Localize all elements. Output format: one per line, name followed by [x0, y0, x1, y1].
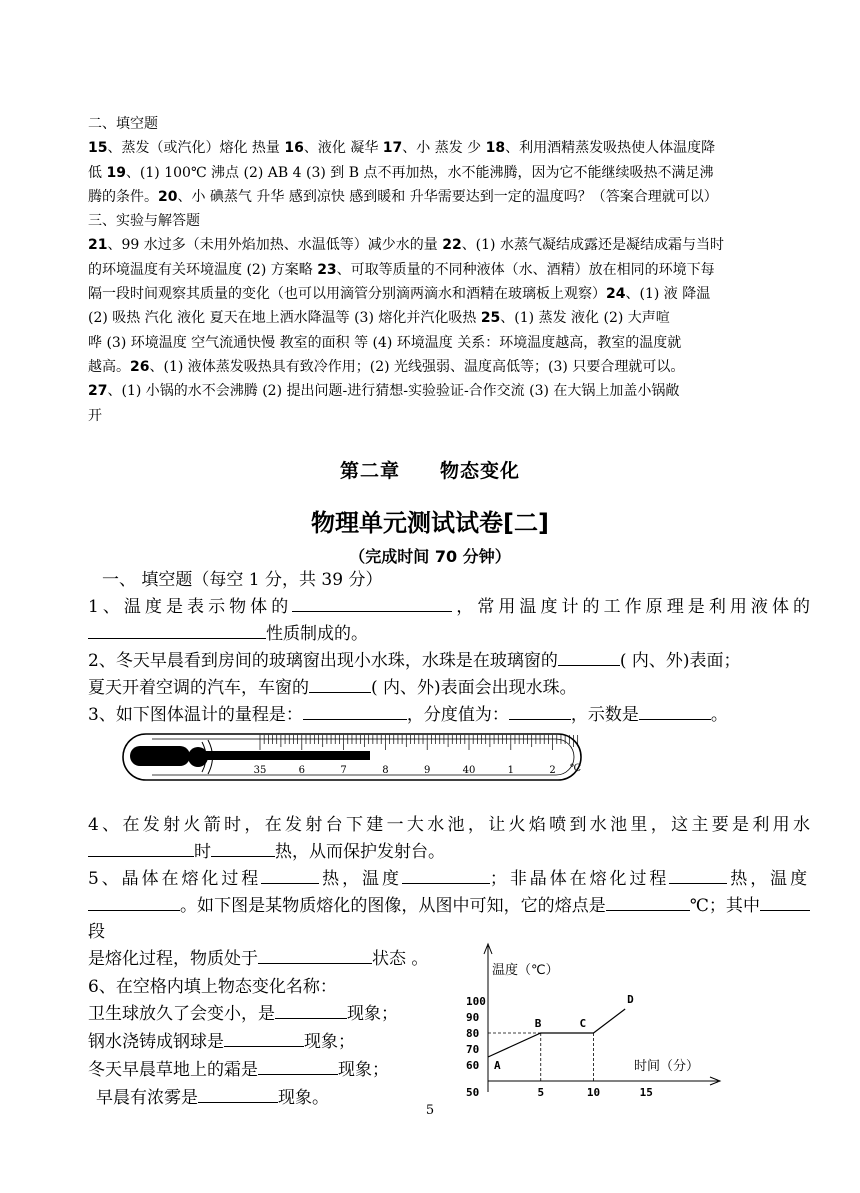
- q5-line1: 5、晶体在熔化过程 热，温度 ；非晶体在熔化过程 热，温度: [88, 865, 810, 892]
- answer-number: 15: [88, 140, 108, 157]
- q1-line1: 1、温度是表示物体的 ，常用温度计的工作原理是利用液体的: [88, 593, 810, 620]
- thermometer-label: 9: [424, 765, 431, 776]
- q6-blank[interactable]: [258, 1056, 338, 1075]
- answer-text: 、小 蒸发 少: [402, 140, 486, 157]
- q1-line2: 性质制成的。: [88, 620, 810, 647]
- answer-text: 隔一段时间观察其质量的变化（也可以用滴管分别滴两滴水和酒精在玻璃板上观察）: [88, 286, 606, 303]
- answer-text: 、(1) 水蒸气凝结成露还是凝结成霜与当时: [461, 237, 724, 254]
- q2-line1: 2、冬天早晨看到房间的玻璃窗出现小水珠，水珠是在玻璃窗的 ( 内、外)表面；: [88, 647, 810, 674]
- answer-text: 、蒸发（或汽化）熔化 热量: [107, 140, 285, 157]
- q2-blank2[interactable]: [309, 674, 371, 693]
- answer-section-fill-heading: 二、填空题: [88, 116, 158, 132]
- answer-line: [88, 161, 810, 185]
- answer-number: 16: [284, 140, 304, 157]
- q4-blank2[interactable]: [211, 838, 275, 857]
- q5-blank3[interactable]: [669, 865, 727, 884]
- answer-text: 哗 (3) 环境温度 空气流通快慢 教室的面积 等 (4) 环境温度 关系：环境温度越高，教室的温度就: [88, 334, 682, 351]
- q4-blank1[interactable]: [88, 838, 194, 857]
- q6-blank[interactable]: [198, 1084, 278, 1103]
- x-tick-label: 15: [639, 1086, 653, 1099]
- exam-title: 物理单元测试试卷[二]: [311, 509, 549, 537]
- answer-lines-experiment: [88, 233, 810, 427]
- y-tick-label: 50: [466, 1086, 480, 1099]
- clinical-thermometer: [118, 724, 600, 790]
- answer-number: 24: [606, 286, 626, 303]
- answer-text: 腾的条件。: [88, 188, 158, 205]
- q2-blank1[interactable]: [558, 647, 620, 666]
- answer-number: 21: [88, 237, 108, 254]
- page-number: 5: [425, 1103, 435, 1118]
- answer-text: 、(1) 小锅的水不会沸腾 (2) 提出问题-进行猜想-实验验证-合作交流 (3) 在大锅上加盖小锅敞: [107, 383, 680, 400]
- answer-text: (2) 吸热 汽化 液化 夏天在地上洒水降温等 (3) 熔化并汽化吸热: [88, 310, 481, 327]
- thermometer-label: 2: [549, 765, 556, 776]
- answer-text: 的环境温度有关环境温度 (2) 方案略: [88, 261, 318, 278]
- answer-text: 、(1) 液体蒸发吸热具有致冷作用；(2) 光线强弱、温度高低等；(3) 只要合理就可以。: [149, 358, 685, 375]
- thermometer-label: 7: [340, 765, 347, 776]
- y-tick-label: 100: [466, 995, 486, 1008]
- y-tick-label: 70: [466, 1043, 480, 1056]
- answer-line: [88, 355, 810, 379]
- thermometer-unit: ℃: [570, 763, 582, 774]
- answer-number: 23: [317, 261, 337, 278]
- answer-text: 、小 碘蒸气 升华 感到凉快 感到暖和 升华需要达到一定的温度吗？（答案合理就可以）: [177, 188, 718, 205]
- q5-blank5[interactable]: [606, 892, 690, 911]
- answer-line: [88, 331, 810, 355]
- q3-blank1[interactable]: [303, 701, 407, 720]
- q6-item: 卫生球放久了会变小，是 现象；: [88, 1000, 810, 1028]
- answer-number: 18: [485, 140, 506, 157]
- y-tick-label: 60: [466, 1059, 480, 1072]
- thermometer-label: 35: [253, 765, 267, 776]
- q6-item: 钢水浇铸成钢球是 现象；: [88, 1028, 810, 1056]
- answer-text: 开: [88, 407, 102, 424]
- chapter-heading: [0, 456, 860, 483]
- q5-line3: 是熔化过程，物质处于 状态 。: [88, 945, 810, 972]
- q2-line2: 夏天开着空调的汽车，车窗的 ( 内、外)表面会出现水珠。: [88, 674, 810, 701]
- x-axis-label: 时间（分）: [634, 1059, 700, 1074]
- answer-text: 、液化 凝华: [303, 140, 383, 157]
- q5-blank7[interactable]: [258, 945, 372, 964]
- q5-blank2[interactable]: [402, 865, 490, 884]
- answer-text: 、(1) 蒸发 液化 (2) 大声喧: [500, 310, 670, 327]
- q6-prompt: 6、在空格内填上物态变化名称：: [88, 977, 337, 997]
- x-tick-label: 5: [537, 1086, 545, 1099]
- answer-line: [88, 185, 810, 209]
- q6-blank[interactable]: [224, 1028, 304, 1047]
- point-label: A: [494, 1059, 501, 1072]
- chapter-name: 物态变化: [440, 460, 521, 482]
- x-tick-label: 10: [586, 1086, 601, 1099]
- q5-blank6[interactable]: [760, 892, 810, 911]
- q4-line2: 时 热，从而保护发射台。: [88, 838, 810, 865]
- answer-number: 20: [158, 188, 178, 205]
- answer-line: [88, 233, 810, 257]
- answer-number: 19: [106, 164, 126, 181]
- answer-line: [88, 258, 810, 282]
- answer-key: [88, 112, 810, 428]
- point-label: C: [579, 1017, 587, 1030]
- y-axis-label: 温度（℃）: [492, 963, 559, 978]
- answer-number: 27: [88, 383, 108, 400]
- point-label: B: [534, 1017, 542, 1030]
- q5-line2: 。如下图是某物质熔化的图像，从图中可知，它的熔点是 ℃；其中段: [88, 892, 810, 945]
- answer-section-experiment-heading: 三、实验与解答题: [88, 213, 200, 230]
- answer-text: 、利用酒精蒸发吸热使人体温度降: [505, 140, 716, 157]
- answer-number: 17: [382, 140, 403, 157]
- answer-line: [88, 136, 810, 160]
- answer-line: [88, 379, 810, 403]
- q6-item: 冬天早晨草地上的霜是 现象；: [88, 1056, 810, 1084]
- answer-line: [88, 404, 810, 428]
- q3-blank2[interactable]: [509, 701, 571, 720]
- answer-lines-fill: [88, 136, 810, 209]
- thermometer-scale-labels: [254, 765, 556, 776]
- point-label: D: [627, 993, 634, 1006]
- answer-number: 25: [480, 310, 501, 327]
- q3-line: 3、如下图体温计的量程是： ，分度值为： ，示数是 。: [88, 701, 810, 728]
- melting-curve-chart: [456, 940, 736, 1100]
- answer-text: 、99 水过多（未用外焰加热、水温低等）减少水的量: [107, 237, 443, 254]
- answer-text: 、(1) 100℃ 沸点 (2) AB 4 (3) 到 B 点不再加热，水不能沸腾，因为它不能继续吸热不满足沸: [125, 164, 714, 181]
- chapter-number: 第二章: [339, 460, 400, 482]
- answer-line: [88, 306, 810, 330]
- q5-blank4[interactable]: [88, 892, 180, 911]
- thermometer-label: 40: [462, 765, 476, 776]
- answer-line: [88, 282, 810, 306]
- q6-item: 早晨有浓雾是 现象。: [88, 1084, 810, 1112]
- answer-text: 、可取等质量的不同种液体（水、酒精）放在相同的环境下每: [336, 261, 715, 278]
- q5-blank1[interactable]: [261, 865, 319, 884]
- time-note: （完成时间 70 分钟）: [349, 547, 511, 566]
- q3-blank3[interactable]: [639, 701, 711, 720]
- answer-number: 22: [442, 237, 462, 254]
- q1-blank1[interactable]: [292, 593, 452, 612]
- thermometer-label: 1: [507, 765, 514, 776]
- answer-text: 低: [88, 164, 107, 181]
- thermometer-label: 8: [382, 765, 389, 776]
- thermometer-ticks: [260, 735, 578, 750]
- q6-blank[interactable]: [275, 1000, 347, 1019]
- answer-number: 26: [130, 358, 150, 375]
- thermometer-label: 6: [298, 765, 305, 776]
- q1-blank2[interactable]: [88, 620, 266, 639]
- answer-text: 、(1) 液 降温: [625, 286, 711, 303]
- q4-line1: 4、在发射火箭时，在发射台下建一大水池，让火焰喷到水池里，这主要是利用水: [88, 815, 810, 835]
- y-tick-label: 80: [466, 1027, 480, 1040]
- y-tick-label: 90: [466, 1011, 480, 1024]
- questions-top: [88, 567, 810, 728]
- part1-heading: 一、 填空题（每空 1 分，共 39 分）: [102, 570, 383, 590]
- answer-text: 越高。: [88, 358, 130, 375]
